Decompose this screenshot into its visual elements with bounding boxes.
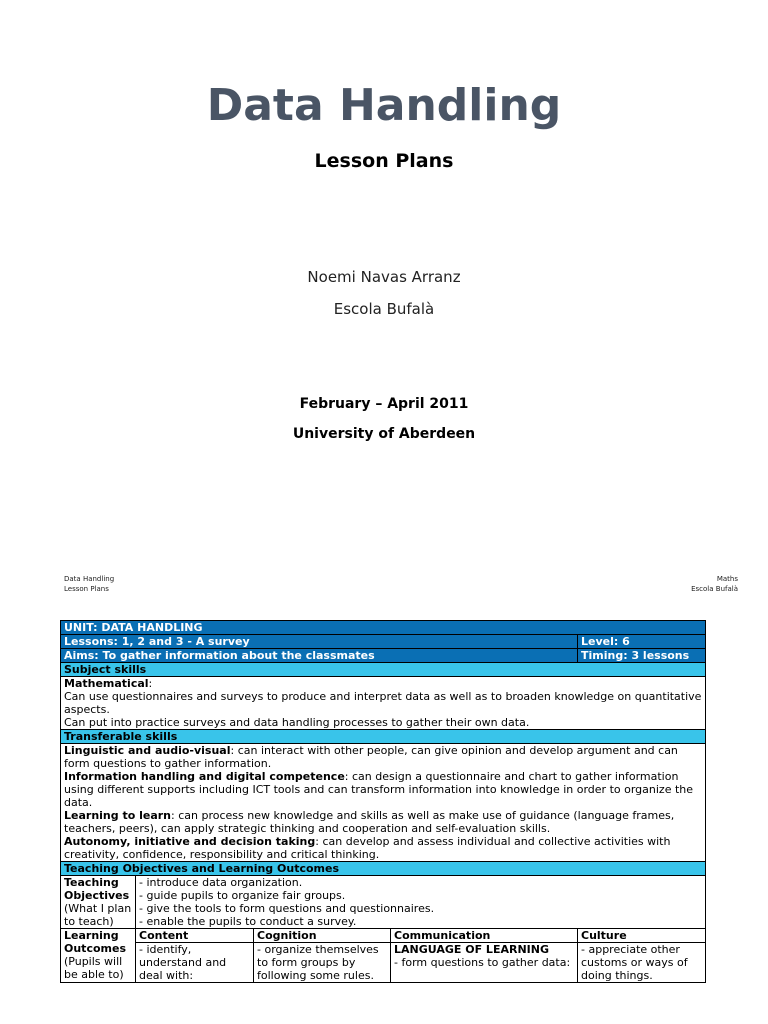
objective-item: - give the tools to form questions and questionnaires.: [139, 902, 435, 915]
teaching-objectives-note: (What I plan to teach): [64, 902, 132, 928]
transferable-skill-3: [64, 809, 702, 835]
skill-4-text: : can develop and assess individual and collective activities with creativity, confidence, responsibility and critical thinking.: [64, 835, 671, 861]
unit-title: UNIT: DATA HANDLING: [61, 621, 706, 635]
lessons-row: [61, 635, 706, 649]
teaching-objectives-list: [136, 876, 706, 929]
content-cell: - identify, understand and deal with:: [136, 943, 254, 983]
document-title: Data Handling: [206, 80, 562, 131]
teaching-objectives-label: Teaching Objectives: [64, 876, 130, 902]
objectives-header: [61, 862, 706, 876]
transferable-skill-1: [64, 744, 702, 770]
transferable-row: [61, 744, 706, 862]
unit-row: [61, 621, 706, 635]
aims-row: [61, 649, 706, 663]
transferable-skills-header: [61, 730, 706, 744]
aims-cell: Aims: To gather information about the classmates: [61, 649, 578, 663]
header-right-line2: Escola Bufalà: [691, 585, 738, 593]
cognition-header: Cognition: [254, 929, 391, 943]
transferable-skill-2: [64, 770, 702, 809]
mathematical-colon: :: [148, 677, 153, 690]
communication-text: - form questions to gather data:: [394, 956, 571, 969]
mathematical-label: Mathematical: [64, 677, 149, 690]
culture-header: Culture: [578, 929, 706, 943]
transferable-skill-4: [64, 835, 702, 861]
header-left-line2: Lesson Plans: [64, 585, 109, 593]
page-header-left: [64, 574, 114, 594]
transferable-cell: [61, 744, 706, 862]
date-range: February – April 2011: [299, 396, 469, 412]
skill-1-text: : can interact with other people, can give opinion and develop argument and can form questions to gather information.: [64, 744, 678, 770]
communication-cell: [391, 943, 578, 983]
lessons-cell: Lessons: 1, 2 and 3 - A survey: [61, 635, 578, 649]
document-subtitle: Lesson Plans: [314, 150, 454, 172]
timing-cell: Timing: 3 lessons: [578, 649, 706, 663]
learning-outcomes-note: (Pupils will be able to): [64, 955, 124, 981]
skill-1-label: Linguistic and audio-visual: [64, 744, 231, 757]
skill-2-label: Information handling and digital competence: [64, 770, 345, 783]
cognition-cell: - organize themselves to form groups by following some rules.: [254, 943, 391, 983]
language-of-learning-label: LANGUAGE OF LEARNING: [394, 943, 549, 956]
school-name: Escola Bufalà: [333, 300, 435, 318]
objectives-header-label: Teaching Objectives and Learning Outcomes: [61, 862, 706, 876]
learning-outcomes-row: [61, 943, 706, 983]
page-header-right: [691, 574, 738, 594]
lesson-plan-table: [60, 620, 706, 983]
objective-item: - enable the pupils to conduct a survey.: [139, 915, 357, 928]
learning-outcomes-header-row: [61, 929, 706, 943]
objective-item: - guide pupils to organize fair groups.: [139, 889, 346, 902]
subject-skills-label: Subject skills: [61, 663, 706, 677]
math-skill-2: Can put into practice surveys and data handling processes to gather their own data.: [64, 716, 530, 729]
learning-outcomes-label-cell: [61, 929, 136, 983]
level-cell: Level: 6: [578, 635, 706, 649]
math-skill-1: Can use questionnaires and surveys to produce and interpret data as well as to broaden knowledge on quantitative aspects.: [64, 690, 702, 716]
transferable-skills-label: Transferable skills: [61, 730, 706, 744]
skill-4-label: Autonomy, initiative and decision taking: [64, 835, 316, 848]
objective-item: - introduce data organization.: [139, 876, 303, 889]
university-name: University of Aberdeen: [292, 426, 476, 442]
teaching-objectives-label-cell: [61, 876, 136, 929]
learning-outcomes-label: Learning Outcomes: [64, 929, 126, 955]
mathematical-row: [61, 677, 706, 730]
culture-cell: - appreciate other customs or ways of doing things.: [578, 943, 706, 983]
mathematical-cell: [61, 677, 706, 730]
skill-3-text: : can process new knowledge and skills as well as make use of guidance (language frames, teachers, peers), can apply strategic thinking and cooperation and self-evaluation skills.: [64, 809, 675, 835]
author-name: Noemi Navas Arranz: [307, 268, 461, 286]
communication-header: Communication: [391, 929, 578, 943]
skill-2-text: : can design a questionnaire and chart to gather information using different supports including ICT tools and can transform information into knowledge in order to organize the data.: [64, 770, 694, 809]
header-right-line1: Maths: [716, 575, 738, 583]
header-left-line1: Data Handling: [64, 575, 115, 583]
content-header: Content: [136, 929, 254, 943]
subject-skills-header: [61, 663, 706, 677]
teaching-objectives-row: [61, 876, 706, 929]
skill-3-label: Learning to learn: [64, 809, 172, 822]
